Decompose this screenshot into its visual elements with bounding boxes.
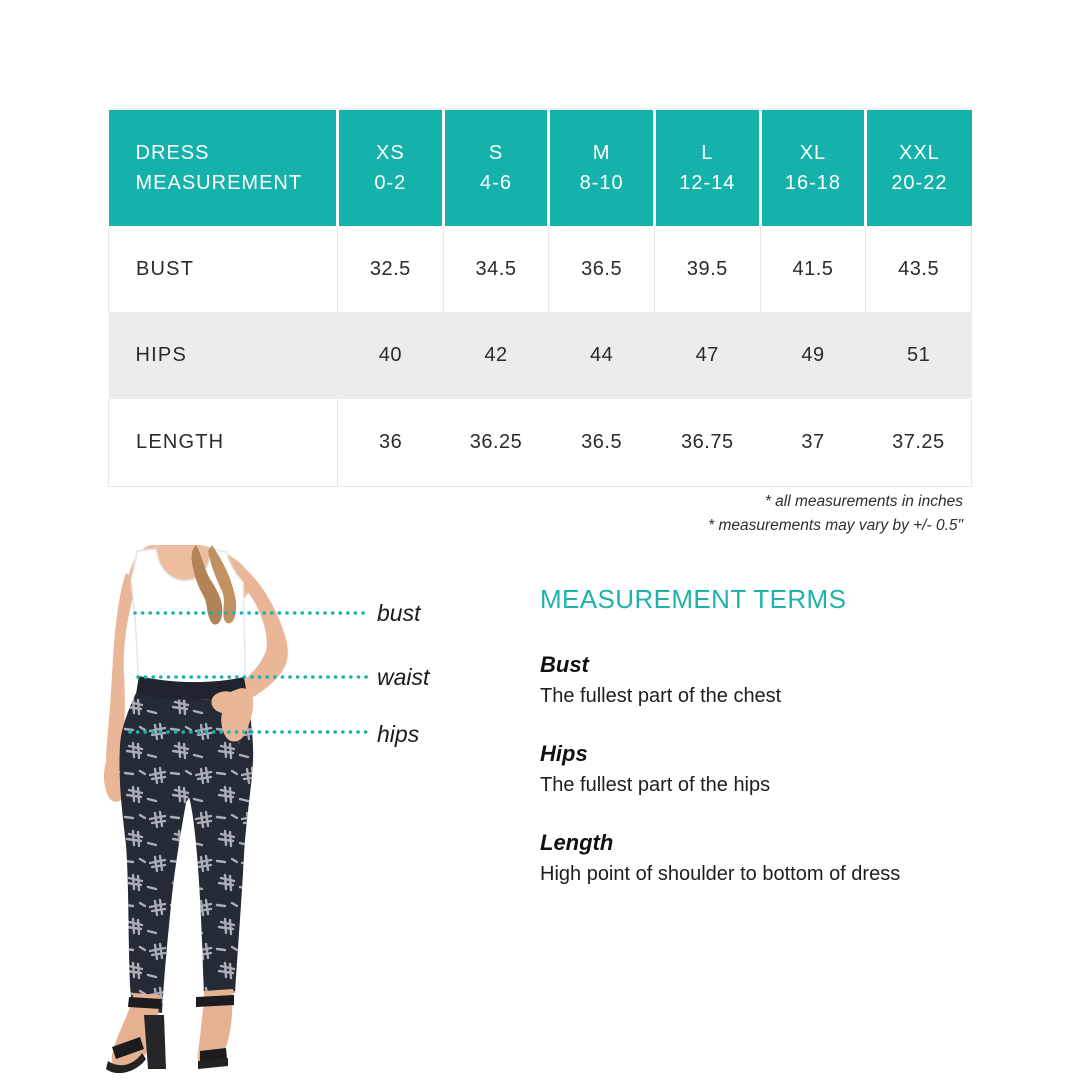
term-definition: High point of shoulder to bottom of dress bbox=[540, 863, 901, 885]
size-code: XXL bbox=[898, 142, 940, 164]
row-label: LENGTH bbox=[109, 399, 338, 486]
term-name: Hips bbox=[540, 741, 588, 766]
size-range: 0-2 bbox=[374, 172, 407, 194]
footnote-inches: * all measurements in inches bbox=[764, 493, 963, 510]
size-range: 12-14 bbox=[679, 172, 736, 194]
table-cell: 32.5 bbox=[338, 226, 444, 312]
table-row-bust bbox=[109, 226, 972, 312]
table-cell: 36.5 bbox=[549, 226, 655, 312]
table-cell: 51 bbox=[866, 312, 972, 399]
measurement-terms-section bbox=[540, 584, 970, 919]
table-row-hips bbox=[109, 312, 972, 399]
size-range: 8-10 bbox=[579, 172, 624, 194]
header-col-xs bbox=[338, 109, 444, 226]
term-item-hips bbox=[540, 741, 970, 797]
header-line1: DRESS bbox=[135, 142, 210, 164]
size-range: 16-18 bbox=[784, 172, 842, 194]
right-sandal-ankle-strap bbox=[196, 995, 234, 1007]
table-cell: 41.5 bbox=[760, 226, 866, 312]
table-cell: 37.25 bbox=[866, 399, 972, 486]
terms-heading: MEASUREMENT TERMS bbox=[540, 584, 847, 614]
waist-measure-line bbox=[135, 674, 370, 680]
size-code: M bbox=[592, 142, 611, 164]
table-cell: 36.5 bbox=[549, 399, 655, 486]
term-definition: The fullest part of the chest bbox=[540, 685, 782, 707]
term-definition: The fullest part of the hips bbox=[540, 774, 771, 796]
table-cell: 36.75 bbox=[654, 399, 760, 486]
header-col-s bbox=[443, 109, 549, 226]
table-row-length bbox=[109, 399, 972, 486]
table-cell: 43.5 bbox=[866, 226, 972, 312]
header-col-l bbox=[654, 109, 760, 226]
hips-line-label: hips bbox=[377, 721, 420, 747]
waist-line-label: waist bbox=[377, 664, 430, 690]
row-label: BUST bbox=[109, 226, 338, 312]
footnote-variance: * measurements may vary by +/- 0.5" bbox=[708, 516, 963, 534]
left-sandal-ankle-strap bbox=[128, 997, 162, 1009]
term-item-bust bbox=[540, 652, 970, 708]
size-table bbox=[108, 108, 972, 487]
size-code: S bbox=[488, 142, 504, 164]
table-cell: 47 bbox=[654, 312, 760, 399]
header-col-m bbox=[549, 109, 655, 226]
table-cell: 36 bbox=[338, 399, 444, 486]
bust-measure-line bbox=[132, 610, 370, 616]
table-cell: 49 bbox=[760, 312, 866, 399]
bust-line-label: bust bbox=[377, 600, 421, 626]
table-cell: 44 bbox=[549, 312, 655, 399]
table-footnotes bbox=[108, 490, 972, 537]
table-cell: 39.5 bbox=[654, 226, 760, 312]
size-code: XL bbox=[799, 142, 827, 164]
model-photo-illustration bbox=[100, 545, 390, 1080]
table-cell: 37 bbox=[760, 399, 866, 486]
header-col-xl bbox=[760, 109, 866, 226]
table-header-row bbox=[109, 109, 972, 226]
header-col-xxl bbox=[866, 109, 972, 226]
row-label: HIPS bbox=[109, 312, 338, 399]
table-cell: 34.5 bbox=[443, 226, 549, 312]
size-code: L bbox=[701, 142, 714, 164]
table-cell: 42 bbox=[443, 312, 549, 399]
term-item-length bbox=[540, 830, 970, 886]
header-line2: MEASUREMENT bbox=[135, 172, 303, 194]
hips-measure-line bbox=[127, 729, 370, 735]
table-cell: 40 bbox=[338, 312, 444, 399]
header-dress-measurement bbox=[109, 109, 338, 226]
size-range: 4-6 bbox=[480, 172, 512, 194]
term-name: Bust bbox=[540, 652, 589, 677]
size-range: 20-22 bbox=[891, 172, 948, 194]
table-cell: 36.25 bbox=[443, 399, 549, 486]
size-code: XS bbox=[375, 142, 405, 164]
left-heel-block bbox=[144, 1015, 166, 1069]
term-name: Length bbox=[540, 830, 614, 855]
